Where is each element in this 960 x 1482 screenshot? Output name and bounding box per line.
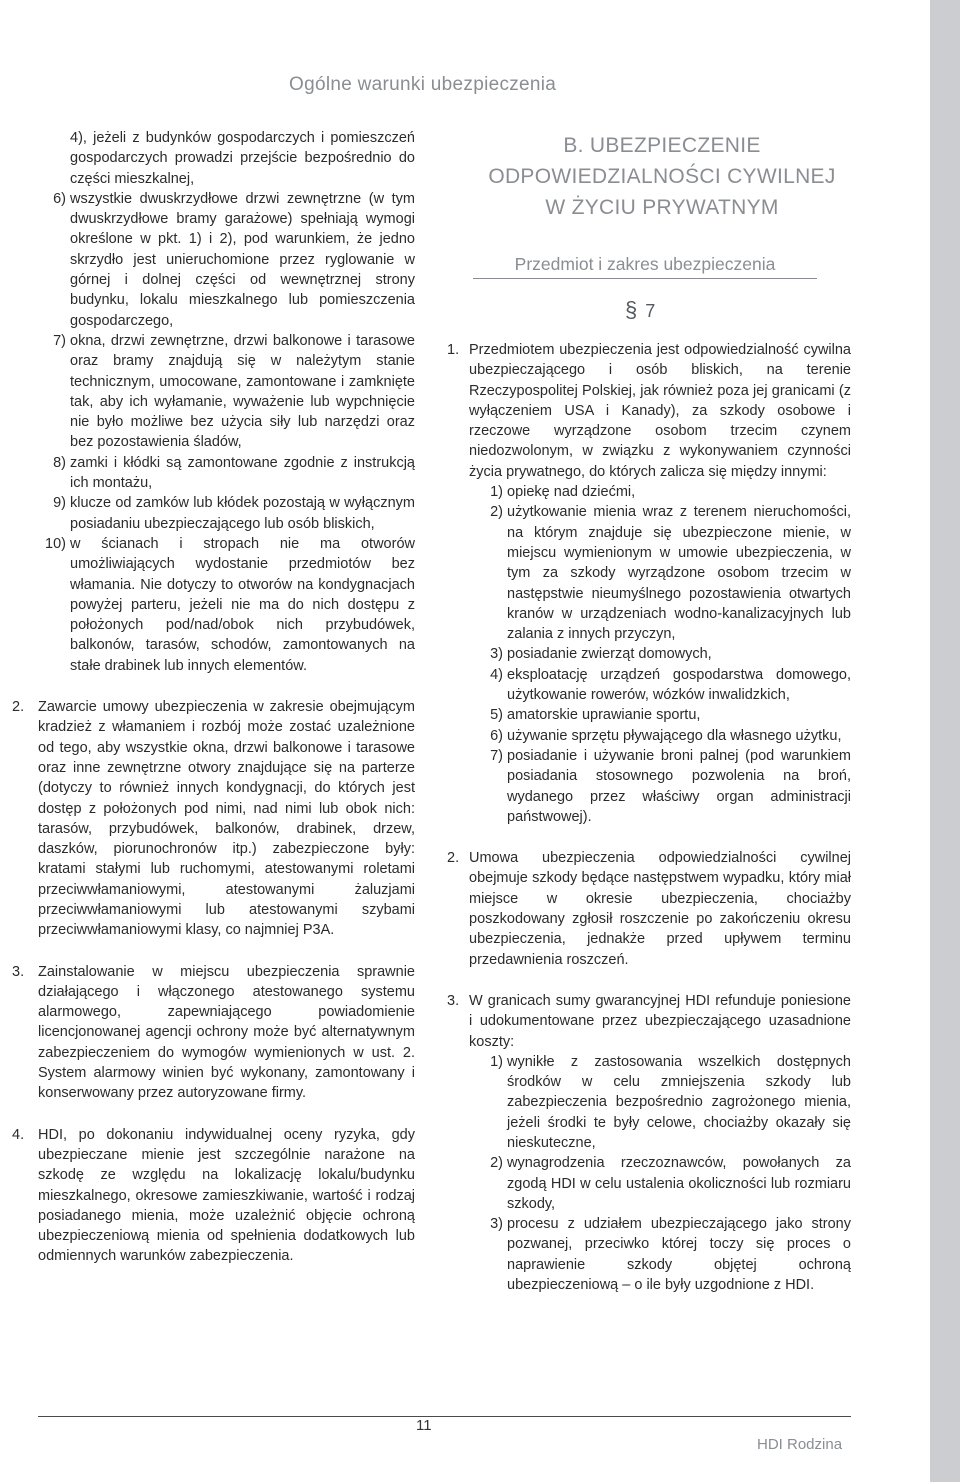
item-text: Umowa ubezpieczenia odpowiedzialności cywilnej obejmuje szkody będące następstwem wypadku, który miał miejsce w okresie ubezpieczenia, chociażby poszkodowany zgłosił roszczenie po zakończeniu okresu ubezpieczenia, jednakże przed upływem terminu przedawnienia roszczeń. (469, 850, 851, 968)
item-number: 1. (447, 342, 460, 358)
sub-item (447, 665, 851, 706)
item-2 (447, 848, 851, 970)
sub-item-text: klucze od zamków lub kłódek pozostają w wyłącznym posiadaniu ubezpieczającego lub osób bliskich, (70, 495, 415, 532)
sub-item-text: używanie sprzętu pływającego dla własnego użytku, (507, 727, 842, 744)
sub-item-text: eksploatację urządzeń gospodarstwa domowego, użytkowanie rowerów, wózków inwalidzkich, (507, 666, 851, 704)
item-2 (12, 697, 415, 941)
sub-item (447, 746, 851, 827)
item-text: HDI, po dokonaniu indywidualnej oceny ryzyka, gdy ubezpieczane mienie jest szczególnie narażone na szkodę ze względu na lokalizację lokalu/budynku mieszkalnego, okresowe zamieszkiwanie, wartość i rodzaj posiadanego mienia, może uzależnić objęcie ochroną ubezpieczeniową mienia od spełnienia dodatkowych lub odmiennych warunków zabezpieczenia. (38, 1126, 415, 1265)
sub-item-number: 1) (490, 484, 503, 501)
item-3 (12, 962, 415, 1104)
item-text: Zawarcie umowy ubezpieczenia w zakresie obejmującym kradzież z włamaniem i rozbój może zostać uzależnione od tego, aby wszystkie okna, drzwi balkonowe i tarasowe oraz inne zewnętrzne otwory znajdujące się na parterze (dotyczy to również innych kondygnacji, do których jest dostęp z położonych pod nimi, nad nimi lub obok nich: tarasów, przybudówek, balkonów, drabinek, drzew, daszków, piorunochronów itp.) zabezpieczone były: kratami stałymi lub ruchomymi, atestowanymi roletami przeciwwłamaniowymi, atestowanymi żaluzjami przeciwwłamaniowymi lub atestowanymi szybami przeciwwłamaniowymi klasy, co najmniej P3A. (38, 699, 415, 939)
item-4 (12, 1125, 415, 1267)
sub-item-number: 3) (490, 1216, 503, 1233)
sub-item-number: 6) (490, 727, 503, 744)
sub-item-6 (38, 189, 415, 331)
item-3 (447, 991, 851, 1052)
paragraph-heading (625, 297, 655, 323)
sub-item-text: zamki i kłódki są zamontowane zgodnie z instrukcją ich montażu, (70, 454, 415, 492)
paragraph-number: 7 (645, 301, 656, 321)
item-number: 2. (447, 850, 460, 867)
continuation-text: 4), jeżeli z budynków gospodarczych i pomieszczeń gospodarczych prowadzi przejście bezpośrednio do części mieszkalnej, (70, 130, 415, 187)
section-subtitle: Przedmiot i zakres ubezpieczenia (473, 254, 817, 279)
sub-item (447, 1214, 851, 1295)
sub-item (447, 482, 851, 502)
sub-item (447, 1153, 851, 1214)
sub-item-text: amatorskie uprawianie sportu, (507, 707, 701, 724)
sub-item-text: opiekę nad dziećmi, (507, 484, 636, 501)
page-number: 11 (416, 1417, 432, 1434)
sub-item-number: 10) (45, 535, 66, 552)
sub-item-number: 4) (490, 666, 503, 683)
item-number: 4. (12, 1126, 25, 1143)
item-1 (447, 340, 851, 482)
paragraph-sign: § (625, 297, 638, 322)
sub-item-text: wszystkie dwuskrzydłowe drzwi zewnętrzne (w tym dwuskrzydłowe bramy garażowe) spełniają wymogi określone w pkt. 1) i 2), pod warunkiem, że jedno skrzydło jest unieruchomione przez ryglowanie w górnej i dolnej części od wewnętrznej strony budynku, lokalu mieszkalnego lub pomieszczenia gospodarczego, (70, 190, 415, 329)
item-number: 3. (12, 963, 25, 980)
sub-item (447, 502, 851, 644)
sub-item-number: 2) (490, 1155, 503, 1172)
sub-item (447, 644, 851, 664)
sub-item-text: posiadanie zwierząt domowych, (507, 646, 712, 663)
sub-item-number: 2) (490, 504, 503, 521)
sub-item-number: 1) (490, 1053, 503, 1070)
sub-item-text: wynikłe z zastosowania wszelkich dostępnych środków w celu zmniejszenia szkody lub zabezpieczenia bezpośrednio zagrożonego mienia, jeżeli środki te były celowe, chociażby okazały się nieskuteczne, (507, 1053, 851, 1151)
sub-item-number: 7) (490, 747, 503, 764)
sub-item (447, 726, 851, 746)
item-text: Zainstalowanie w miejscu ubezpieczenia sprawnie działającego i włączonego atestowanego systemu alarmowego, zapewniającego powiadomienie licencjonowanej agencji ochrony może być alternatywnym zabezpieczeniem do wymogów wymienionych w ust. 2. System alarmowy winien być wykonany, zamontowany i konserwowany przez autoryzowane firmy. (38, 963, 415, 1102)
sub-item-number: 3) (490, 646, 503, 663)
sub-item (447, 705, 851, 725)
sub-item-8 (38, 453, 415, 494)
footer-brand: HDI Rodzina (757, 1436, 843, 1453)
sub-item-7 (38, 331, 415, 453)
sub-item-number: 7) (53, 332, 66, 349)
sub-item-text: procesu z udziałem ubezpieczającego jako strony pozwanej, przeciwko której toczy się proces o naprawienie szkody objętej ochroną ubezpieczeniową – o ile były uzgodnione z HDI. (507, 1216, 851, 1294)
sub-item-text: w ścianach i stropach nie ma otworów umożliwiających wydostanie przedmiotów bez włamania. Nie dotyczy to otworów na kondygnacjach powyżej parteru, jeżeli nie ma do nich dostępu z położonych pod/nad/obok nich przybudówek, balkonów, tarasów, schodów, zamontowanych na stałe drabinek lub innych elementów. (70, 535, 415, 674)
sub-item-number: 6) (53, 190, 66, 207)
item-text: Przedmiotem ubezpieczenia jest odpowiedzialność cywilna ubezpieczającego i osób bliskich, na terenie Rzeczypospolitej Polskiej, jak również poza jej granicami (z wyłączeniem USA i Kanady), za szkody osobowe i rzeczowe wyrządzone osobom trzecim czynem niedozwolonym, w związku z wykonywaniem czynności życia prywatnego, do których zalicza się między innymi: (469, 342, 851, 480)
sub-item-number: 9) (53, 495, 66, 512)
side-bar (930, 0, 960, 1482)
section-title (460, 130, 864, 223)
section-title-line: ODPOWIEDZIALNOŚCI CYWILNEJ (488, 165, 836, 188)
section-title-line: W ŻYCIU PRYWATNYM (545, 196, 779, 219)
left-column (12, 128, 415, 1267)
section-title-line: B. UBEZPIECZENIE (563, 134, 761, 157)
sub-item-text: użytkowanie mienia wraz z terenem nieruchomości, na którym znajduje się ubezpieczone mienie, w miejscu wymienionym w umowie ubezpieczenia, w tym za szkody wyrządzone osobom trzecim w następstwie nieumyślnego pozostawienia otwartych kranów w urządzeniach wodno-kanalizacyjnych lub zalania z innych przyczyn, (507, 504, 851, 643)
item-number: 2. (12, 699, 25, 716)
sub-item-number: 8) (53, 454, 66, 471)
sub-item-text: posiadanie i używanie broni palnej (pod warunkiem posiadania stosownego pozwolenia na broń, wydanego przez właściwy organ administracji państwowej). (507, 747, 851, 825)
sub-item (447, 1052, 851, 1153)
sub-item-number: 5) (490, 707, 503, 724)
sub-item-9 (38, 493, 415, 534)
header-title: Ogólne warunki ubezpieczenia (289, 74, 557, 95)
sub-item-text: wynagrodzenia rzeczoznawców, powołanych za zgodą HDI w celu ustalenia okoliczności lub rozmiaru szkody, (507, 1155, 851, 1212)
sub-item-10 (38, 534, 415, 676)
right-column (447, 340, 851, 1295)
item-text: W granicach sumy gwarancyjnej HDI refunduje poniesione i udokumentowane przez ubezpieczającego uzasadnione koszty: (469, 992, 851, 1050)
footer-rule (38, 1416, 851, 1417)
item-number: 3. (447, 992, 460, 1009)
continuation (38, 128, 415, 189)
sub-item-text: okna, drzwi zewnętrzne, drzwi balkonowe i tarasowe oraz bramy znajdują się w należytym stanie technicznym, umocowane, zamontowane i zamknięte tak, aby ich wyłamanie, wyważenie lub wypchnięcie nie było możliwe bez użycia siły lub narzędzi oraz bez pozostawienia śladów, (70, 332, 415, 451)
